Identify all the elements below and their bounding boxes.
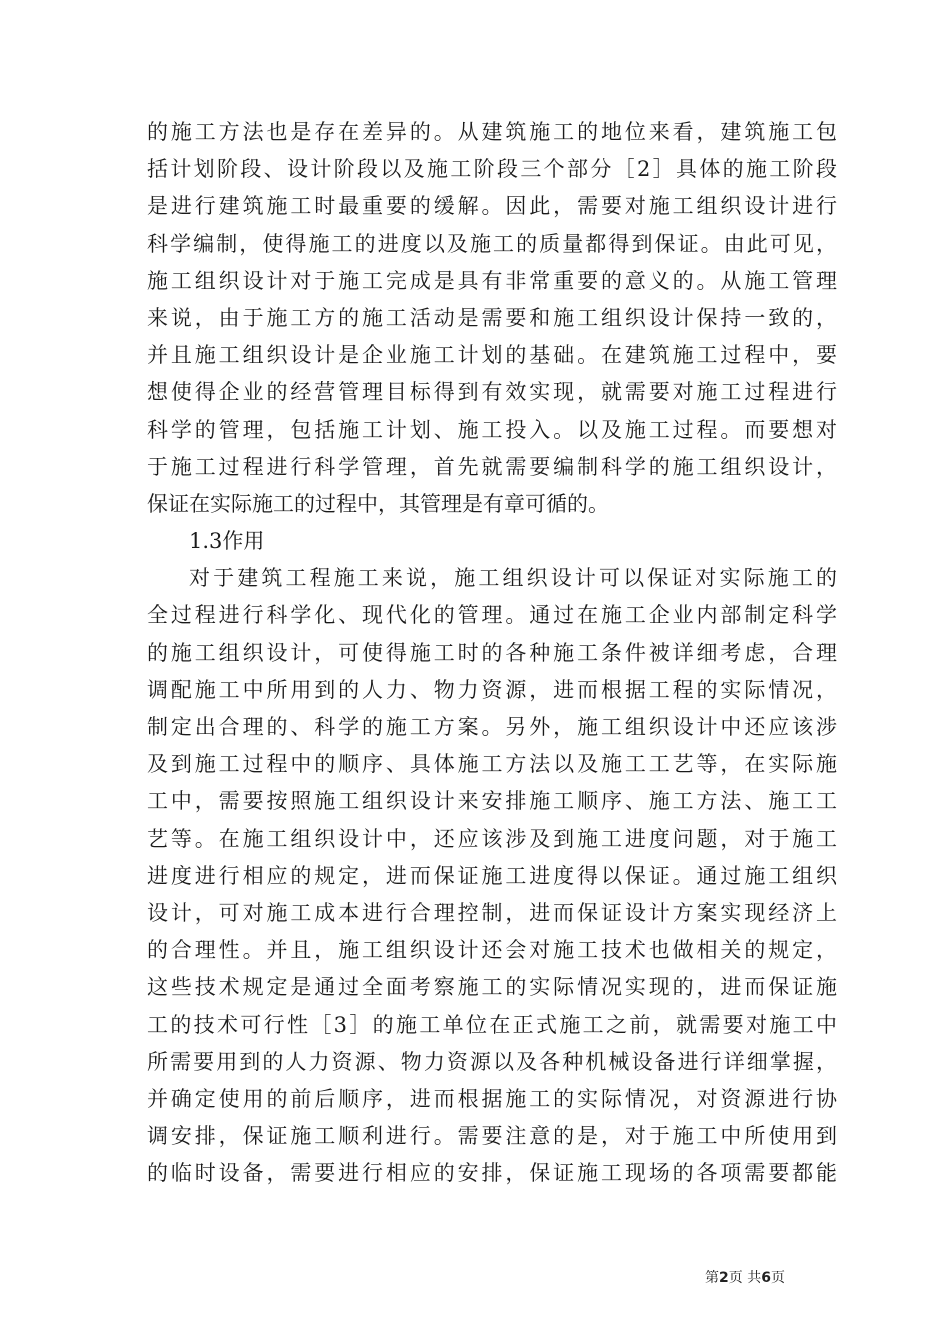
text-line: 及到施工过程中的顺序、具体施工方法以及施工工艺等，在实际施: [147, 752, 837, 777]
paragraph-2: [147, 560, 837, 1192]
total-page-number: 6: [761, 1270, 771, 1286]
text-line: 艺等。在施工组织设计中，还应该涉及到施工进度问题，对于施工: [147, 826, 837, 851]
text-line: 的施工方法也是存在差异的。从建筑施工的地位来看，建筑施工包: [147, 120, 837, 144]
text-line: 设计，可对施工成本进行合理控制，进而保证设计方案实现经济上: [147, 900, 837, 925]
text-line: 并且施工组织设计是企业施工计划的基础。在建筑施工过程中，要: [147, 343, 837, 368]
footer-prefix: 第: [705, 1270, 719, 1286]
text-line: 的合理性。并且，施工组织设计还会对施工技术也做相关的规定，: [147, 938, 837, 963]
text-line: 的临时设备，需要进行相应的安排，保证施工现场的各项需要都能: [147, 1161, 837, 1186]
text-line: 科学的管理，包括施工计划、施工投入。以及施工过程。而要想对: [147, 417, 837, 442]
text-line: 调安排，保证施工顺利进行。需要注意的是，对于施工中所使用到: [147, 1124, 837, 1149]
text-line: 是进行建筑施工时最重要的缓解。因此，需要对施工组织设计进行: [147, 194, 837, 219]
footer-middle: 页 共: [728, 1270, 762, 1286]
text-line: 工中，需要按照施工组织设计来安排施工顺序、施工方法、施工工: [147, 789, 837, 814]
text-line: 进度进行相应的规定，进而保证施工进度得以保证。通过施工组织: [147, 863, 837, 888]
current-page-number: 2: [719, 1270, 729, 1286]
text-line: 保证在实际施工的过程中，其管理是有章可循的。: [147, 491, 609, 516]
text-line: 全过程进行科学化、现代化的管理。通过在施工企业内部制定科学: [147, 603, 837, 628]
text-line: 括计划阶段、设计阶段以及施工阶段三个部分［2］具体的施工阶段: [147, 157, 837, 182]
text-line: 来说，由于施工方的施工活动是需要和施工组织设计保持一致的，: [147, 305, 837, 330]
page-footer: [705, 1267, 785, 1287]
text-line: 并确定使用的前后顺序，进而根据施工的实际情况，对资源进行协: [147, 1086, 837, 1111]
text-line: 的施工组织设计，可使得施工时的各种施工条件被详细考虑，合理: [147, 640, 837, 665]
body-text: [147, 114, 837, 1192]
footer-suffix: 页: [770, 1270, 785, 1286]
text-line: 科学编制，使得施工的进度以及施工的质量都得到保证。由此可见，: [147, 231, 837, 256]
text-line: 这些技术规定是通过全面考察施工的实际情况实现的，进而保证施: [147, 975, 837, 1000]
text-line: 制定出合理的、科学的施工方案。另外，施工组织设计中还应该涉: [147, 715, 837, 739]
paragraph-1: [147, 114, 837, 523]
text-line: 调配施工中所用到的人力、物力资源，进而根据工程的实际情况，: [147, 677, 837, 702]
text-line: 工的技术可行性［3］的施工单位在正式施工之前，就需要对施工中: [147, 1012, 837, 1037]
text-line: 所需要用到的人力资源、物力资源以及各种机械设备进行详细掌握，: [147, 1049, 837, 1074]
text-line: 对于建筑工程施工来说，施工组织设计可以保证对实际施工的: [189, 566, 837, 591]
text-line: 施工组织设计对于施工完成是具有非常重要的意义的。从施工管理: [147, 268, 837, 293]
text-line: 于施工过程进行科学管理，首先就需要编制科学的施工组织设计，: [147, 454, 837, 479]
section-heading: 1.3作用: [189, 529, 265, 554]
text-line: 想使得企业的经营管理目标得到有效实现，就需要对施工过程进行: [147, 380, 837, 405]
